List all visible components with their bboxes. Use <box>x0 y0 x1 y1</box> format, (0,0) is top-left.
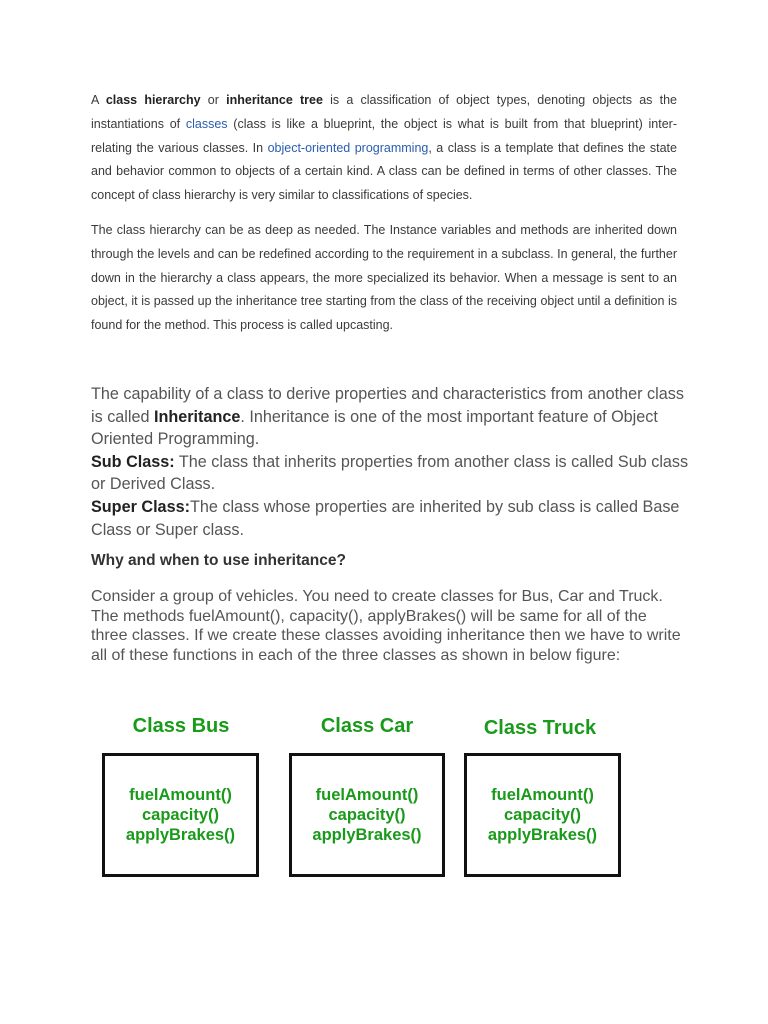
text-span: . Inheritance is one of the most important feature of Object Oriented Programming. <box>91 407 658 449</box>
inheritance-definition <box>91 383 691 451</box>
super-class-definition <box>91 496 691 541</box>
text-span: is a classification of object types, denoting objects as the instantiations of <box>91 93 677 131</box>
super-class-text: The class whose properties are inherited by sub class is called Base Class or Super class. <box>91 497 680 539</box>
method-capacity: capacity() <box>141 806 220 824</box>
inheritance-definition-block <box>91 383 691 541</box>
sub-class-text: The class that inherits properties from another class is called Sub class or Derived Class. <box>91 452 689 494</box>
link-classes[interactable]: classes <box>185 116 228 131</box>
class-bus-box <box>102 753 259 877</box>
term-inheritance: Inheritance <box>153 407 241 426</box>
class-truck-title: Class Truck <box>483 717 597 739</box>
class-truck-box <box>464 753 621 877</box>
method-fuel-amount: fuelAmount() <box>315 786 419 804</box>
method-fuel-amount: fuelAmount() <box>129 786 232 804</box>
method-apply-brakes: applyBrakes() <box>312 826 422 844</box>
text-span: The capability of a class to derive properties and characteristics from another class is called <box>91 385 684 426</box>
sub-class-definition <box>91 451 691 496</box>
class-diagram <box>0 705 768 895</box>
method-apply-brakes: applyBrakes() <box>487 826 598 844</box>
section-heading: Why and when to use inheritance? <box>91 552 346 569</box>
term-class-hierarchy: class hierarchy <box>105 93 201 107</box>
method-fuel-amount: fuelAmount() <box>491 786 594 804</box>
class-car-title: Class Car <box>320 715 414 737</box>
class-car-box <box>289 753 445 877</box>
method-capacity: capacity() <box>328 806 406 824</box>
link-object-oriented-programming[interactable]: object-oriented programming <box>267 140 429 155</box>
method-capacity: capacity() <box>503 806 582 824</box>
text-span: or <box>200 93 227 107</box>
sub-class-label: Sub Class: <box>91 452 175 471</box>
method-apply-brakes: applyBrakes() <box>125 826 236 844</box>
vehicles-paragraph: Consider a group of vehicles. You need to create classes for Bus, Car and Truck. The methods fuelAmount(), capacity(), applyBrakes() will be same for all of the three classes. If we create these classes avoiding inheritance then we have to write all of these functions in each of the three classes as shown in below figure: <box>91 588 681 664</box>
text-span: (class is like a blueprint, the object is what is built from that blueprint) inter-relating the various classes. In <box>91 116 677 155</box>
intro-paragraph <box>91 89 677 208</box>
text-span: A <box>91 93 106 107</box>
hierarchy-paragraph: The class hierarchy can be as deep as needed. The Instance variables and methods are inherited down through the levels and can be redefined according to the requirement in a subclass. In general, the further down in the hierarchy a class appears, the more specialized its behavior. When a message is sent to an object, it is passed up the inheritance tree starting from the class of the receiving object until a definition is found for the method. This process is called upcasting. <box>91 223 677 333</box>
class-bus-title: Class Bus <box>132 715 230 737</box>
text-span: , a class is a template that defines the state and behavior common to objects of a certain kind. A class can be defined in terms of other classes. The concept of class hierarchy is very similar to classifications of species. <box>91 140 677 203</box>
super-class-label: Super Class: <box>91 497 190 516</box>
term-inheritance-tree: inheritance tree <box>226 93 323 107</box>
